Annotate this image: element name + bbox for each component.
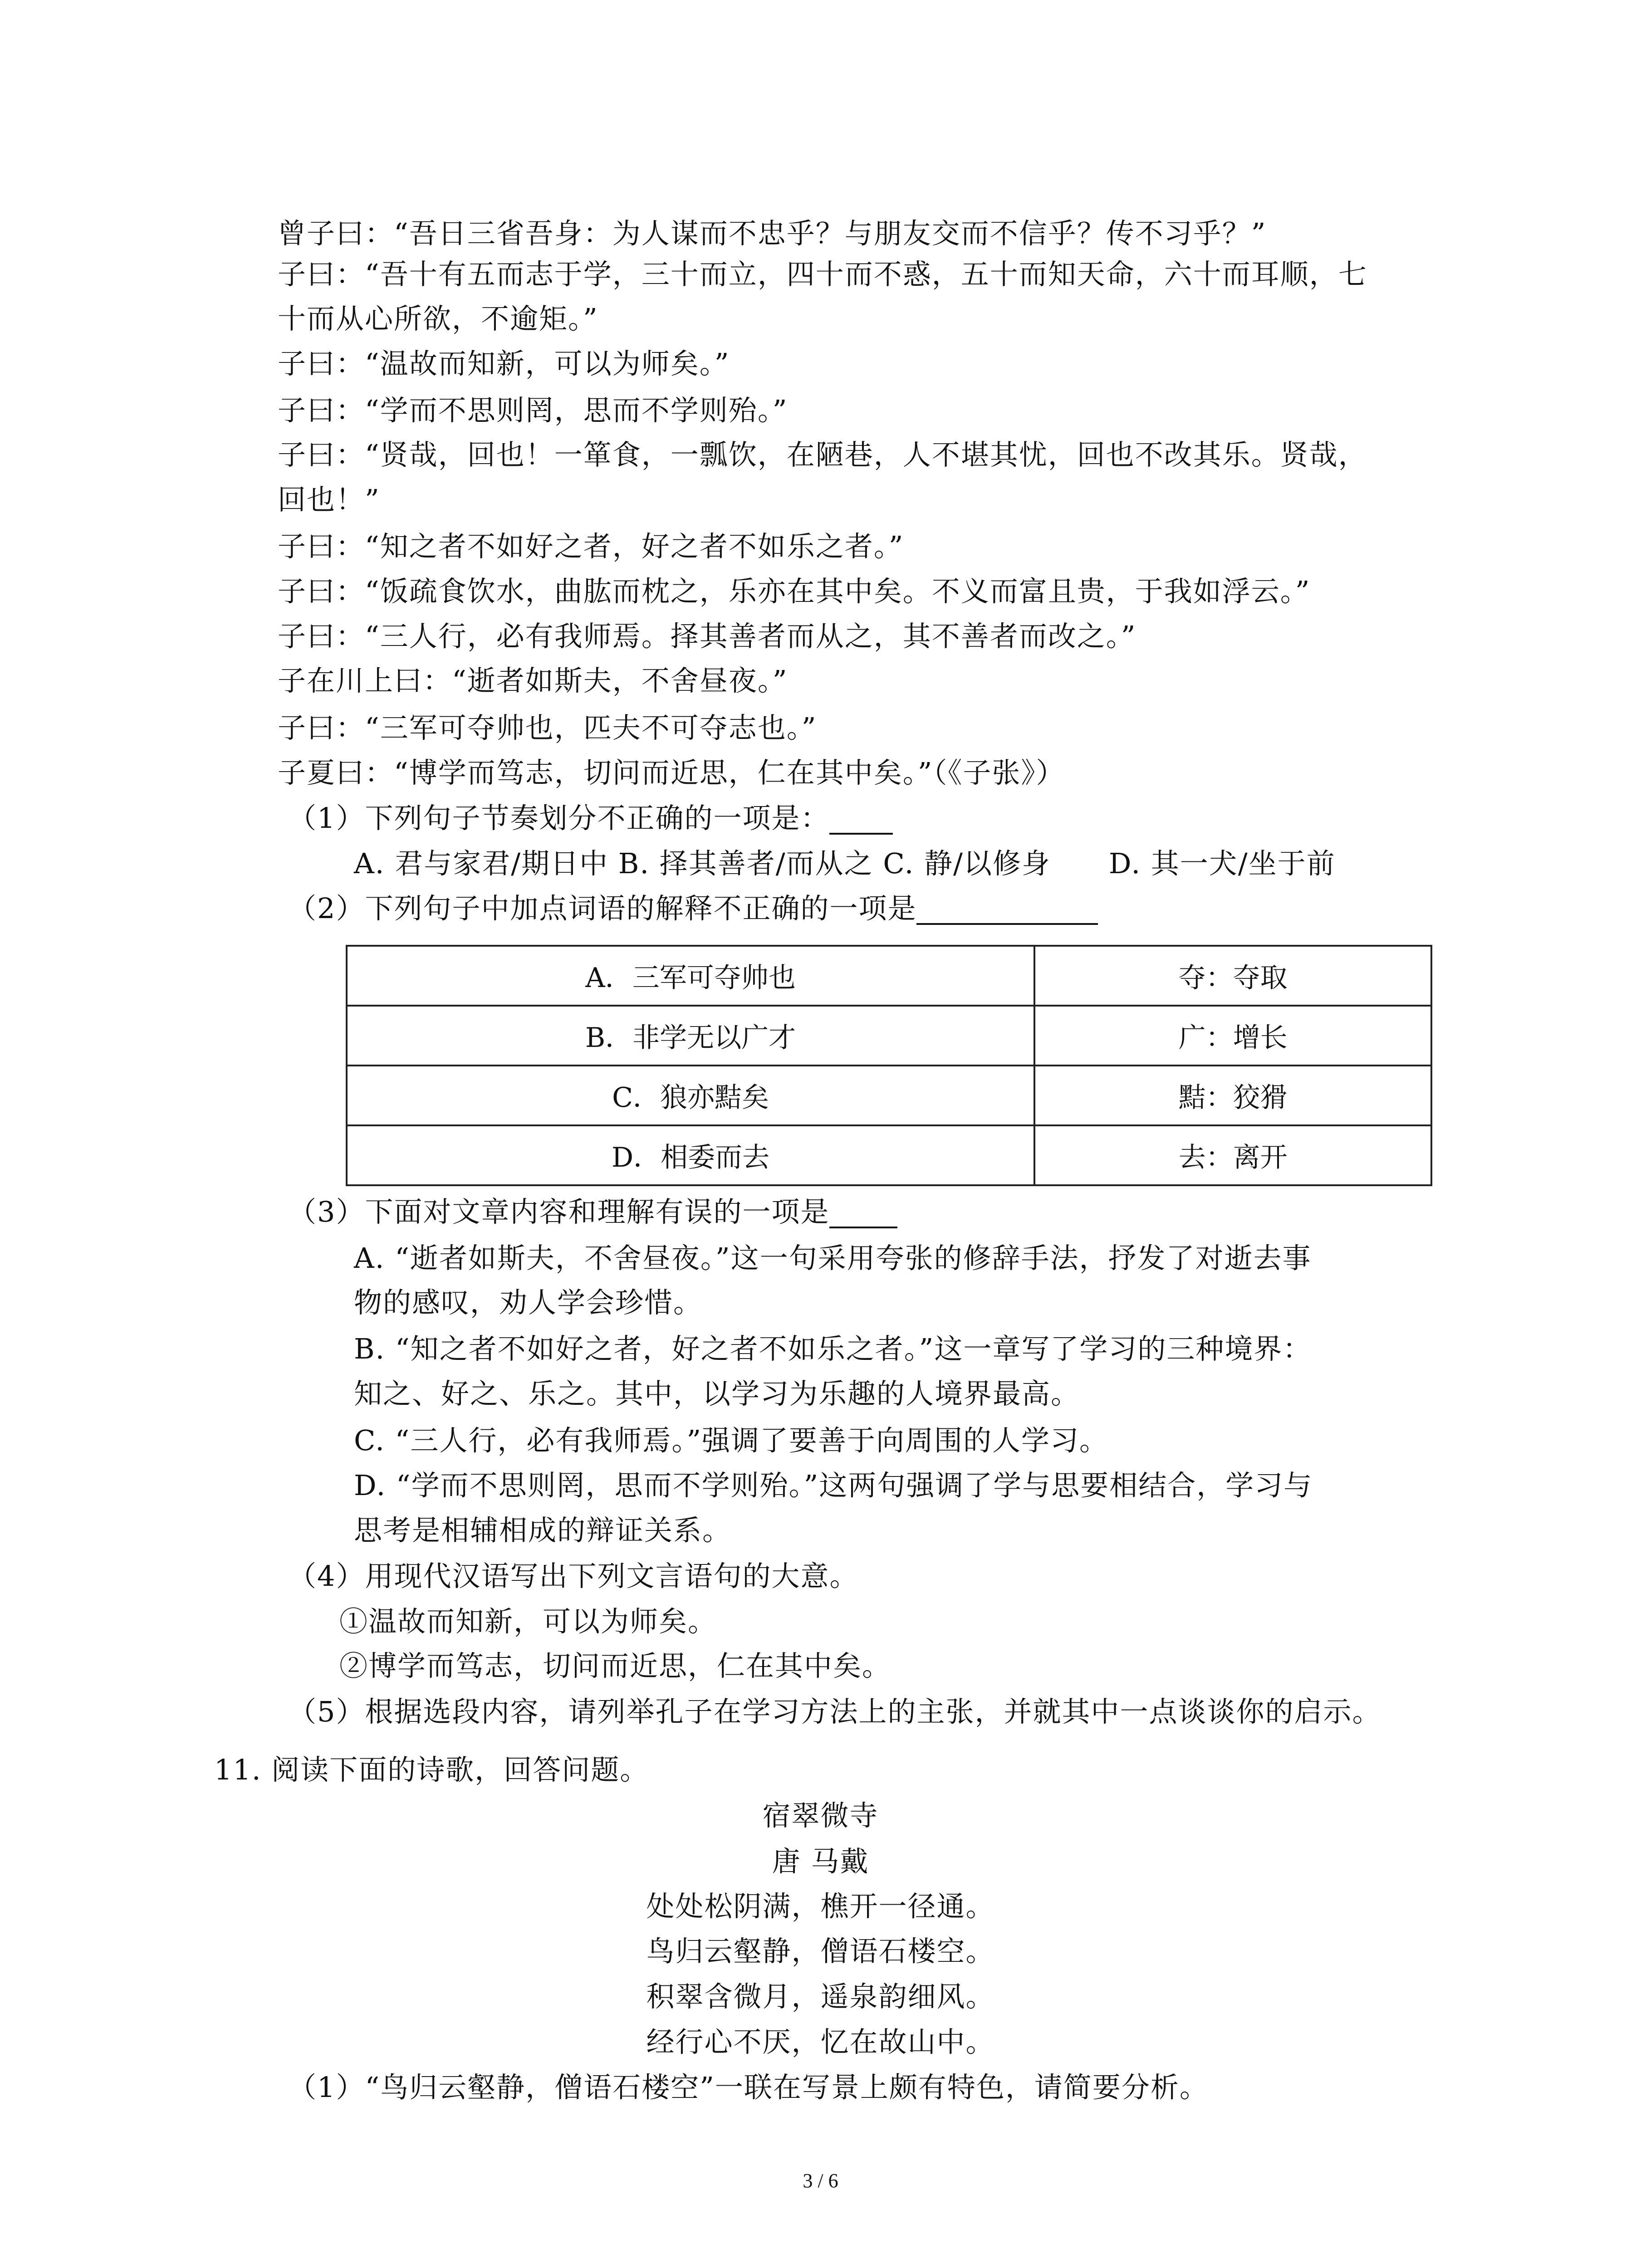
poem-line: 鸟归云壑静，僧语石楼空。 — [646, 1935, 995, 1968]
answer-blank[interactable] — [829, 1200, 897, 1228]
table-cell-sentence: B．非学无以广才 — [347, 1006, 1034, 1066]
table-row — [347, 1066, 1431, 1125]
table-cell-gloss: 去：离开 — [1034, 1125, 1431, 1185]
poem-title: 宿翠微寺 — [762, 1799, 879, 1832]
passage-line: 子夏曰：“博学而笃志，切问而近思，仁在其中矣。”（《子张》） — [278, 756, 1065, 789]
question-3-option-line: B. “知之者不如好之者，好之者不如乐之者。”这一章写了学习的三种境界： — [354, 1332, 1312, 1365]
question-4-stem: （4）用现代汉语写出下列文言语句的大意。 — [288, 1559, 859, 1593]
passage-line: 子曰：“吾十有五而志于学，三十而立，四十而不惑，五十而知天命，六十而耳顺，七 — [278, 258, 1367, 291]
question-2-table — [346, 945, 1432, 1186]
table-cell-gloss: 广：增长 — [1034, 1006, 1431, 1066]
question-4-item: ②博学而笃志，切问而近思，仁在其中矣。 — [339, 1649, 892, 1682]
question-3-stem: （3）下面对文章内容和理解有误的一项是 — [288, 1196, 897, 1228]
poem-line: 经行心不厌，忆在故山中。 — [646, 2025, 995, 2058]
passage-line: 子曰：“三人行，必有我师焉。择其善者而从之，其不善者而改之。” — [278, 620, 1136, 653]
question-3-option-line: 知之、好之、乐之。其中，以学习为乐趣的人境界最高。 — [354, 1377, 1080, 1410]
poem-author: 唐 马戴 — [772, 1845, 869, 1878]
passage-line: 曾子曰：“吾日三省吾身：为人谋而不忠乎？与朋友交而不信乎？传不习乎？” — [278, 217, 1267, 250]
question-3-option-line: D. “学而不思则罔，思而不学则殆。”这两句强调了学与思要相结合，学习与 — [354, 1469, 1313, 1502]
passage-line: 子曰：“知之者不如好之者，好之者不如乐之者。” — [278, 530, 904, 563]
question-2-stem: （2）下列句子中加点词语的解释不正确的一项是 — [288, 892, 1098, 925]
passage-line: 回也！” — [278, 483, 380, 516]
passage-line: 子曰：“学而不思则罔，思而不学则殆。” — [278, 394, 788, 427]
question-5-stem: （5）根据选段内容，请列举孔子在学习方法上的主张，并就其中一点谈谈你的启示。 — [288, 1695, 1381, 1728]
question-11-stem: 11. 阅读下面的诗歌，回答问题。 — [214, 1753, 649, 1786]
passage-line: 子在川上曰：“逝者如斯夫，不舍昼夜。” — [278, 664, 788, 697]
poem-line: 积翠含微月，遥泉韵细风。 — [646, 1980, 995, 2013]
question-1-options: A. 君与家君/期日中 B. 择其善者/而从之 C. 静/以修身 D. 其一犬/坐于前 — [354, 847, 1336, 880]
table-cell-gloss: 黠：狡猾 — [1034, 1066, 1431, 1125]
passage-line: 十而从心所欲，不逾矩。” — [278, 302, 598, 335]
answer-blank[interactable] — [916, 897, 1098, 925]
table-cell-sentence: C．狼亦黠矣 — [347, 1066, 1034, 1125]
table-row — [347, 946, 1431, 1006]
question-3-option-line: 思考是相辅相成的辩证关系。 — [354, 1514, 732, 1547]
poem-line: 处处松阴满，樵开一径通。 — [646, 1890, 995, 1923]
question-4-item: ①温故而知新，可以为师矣。 — [339, 1605, 717, 1638]
question-11-sub1: （1）“鸟归云壑静，僧语石楼空”一联在写景上颇有特色，请简要分析。 — [288, 2071, 1209, 2104]
question-1-stem: （1）下列句子节奏划分不正确的一项是： — [288, 802, 893, 835]
question-3-option-line: C. “三人行，必有我师焉。”强调了要善于向周围的人学习。 — [354, 1424, 1109, 1457]
passage-line: 子曰：“饭疏食饮水，曲肱而枕之，乐亦在其中矣。不义而富且贵，于我如浮云。” — [278, 575, 1311, 608]
table-cell-sentence: D．相委而去 — [347, 1125, 1034, 1185]
table-cell-sentence: A．三军可夺帅也 — [347, 946, 1034, 1006]
question-3-option-line: 物的感叹，劝人学会珍惜。 — [354, 1286, 703, 1319]
answer-blank[interactable] — [829, 807, 893, 835]
page-number: 3 / 6 — [803, 2170, 838, 2192]
passage-line: 子曰：“贤哉，回也！一箪食，一瓢饮，在陋巷，人不堪其忧，回也不改其乐。贤哉， — [278, 438, 1367, 471]
table-row — [347, 1125, 1431, 1185]
passage-line: 子曰：“温故而知新，可以为师矣。” — [278, 347, 730, 380]
table-row — [347, 1006, 1431, 1066]
passage-line: 子曰：“三军可夺帅也，匹夫不可夺志也。” — [278, 711, 817, 744]
question-3-option-line: A. “逝者如斯夫，不舍昼夜。”这一句采用夸张的修辞手法，抒发了对逝去事 — [354, 1242, 1312, 1275]
table-cell-gloss: 夺：夺取 — [1034, 946, 1431, 1006]
